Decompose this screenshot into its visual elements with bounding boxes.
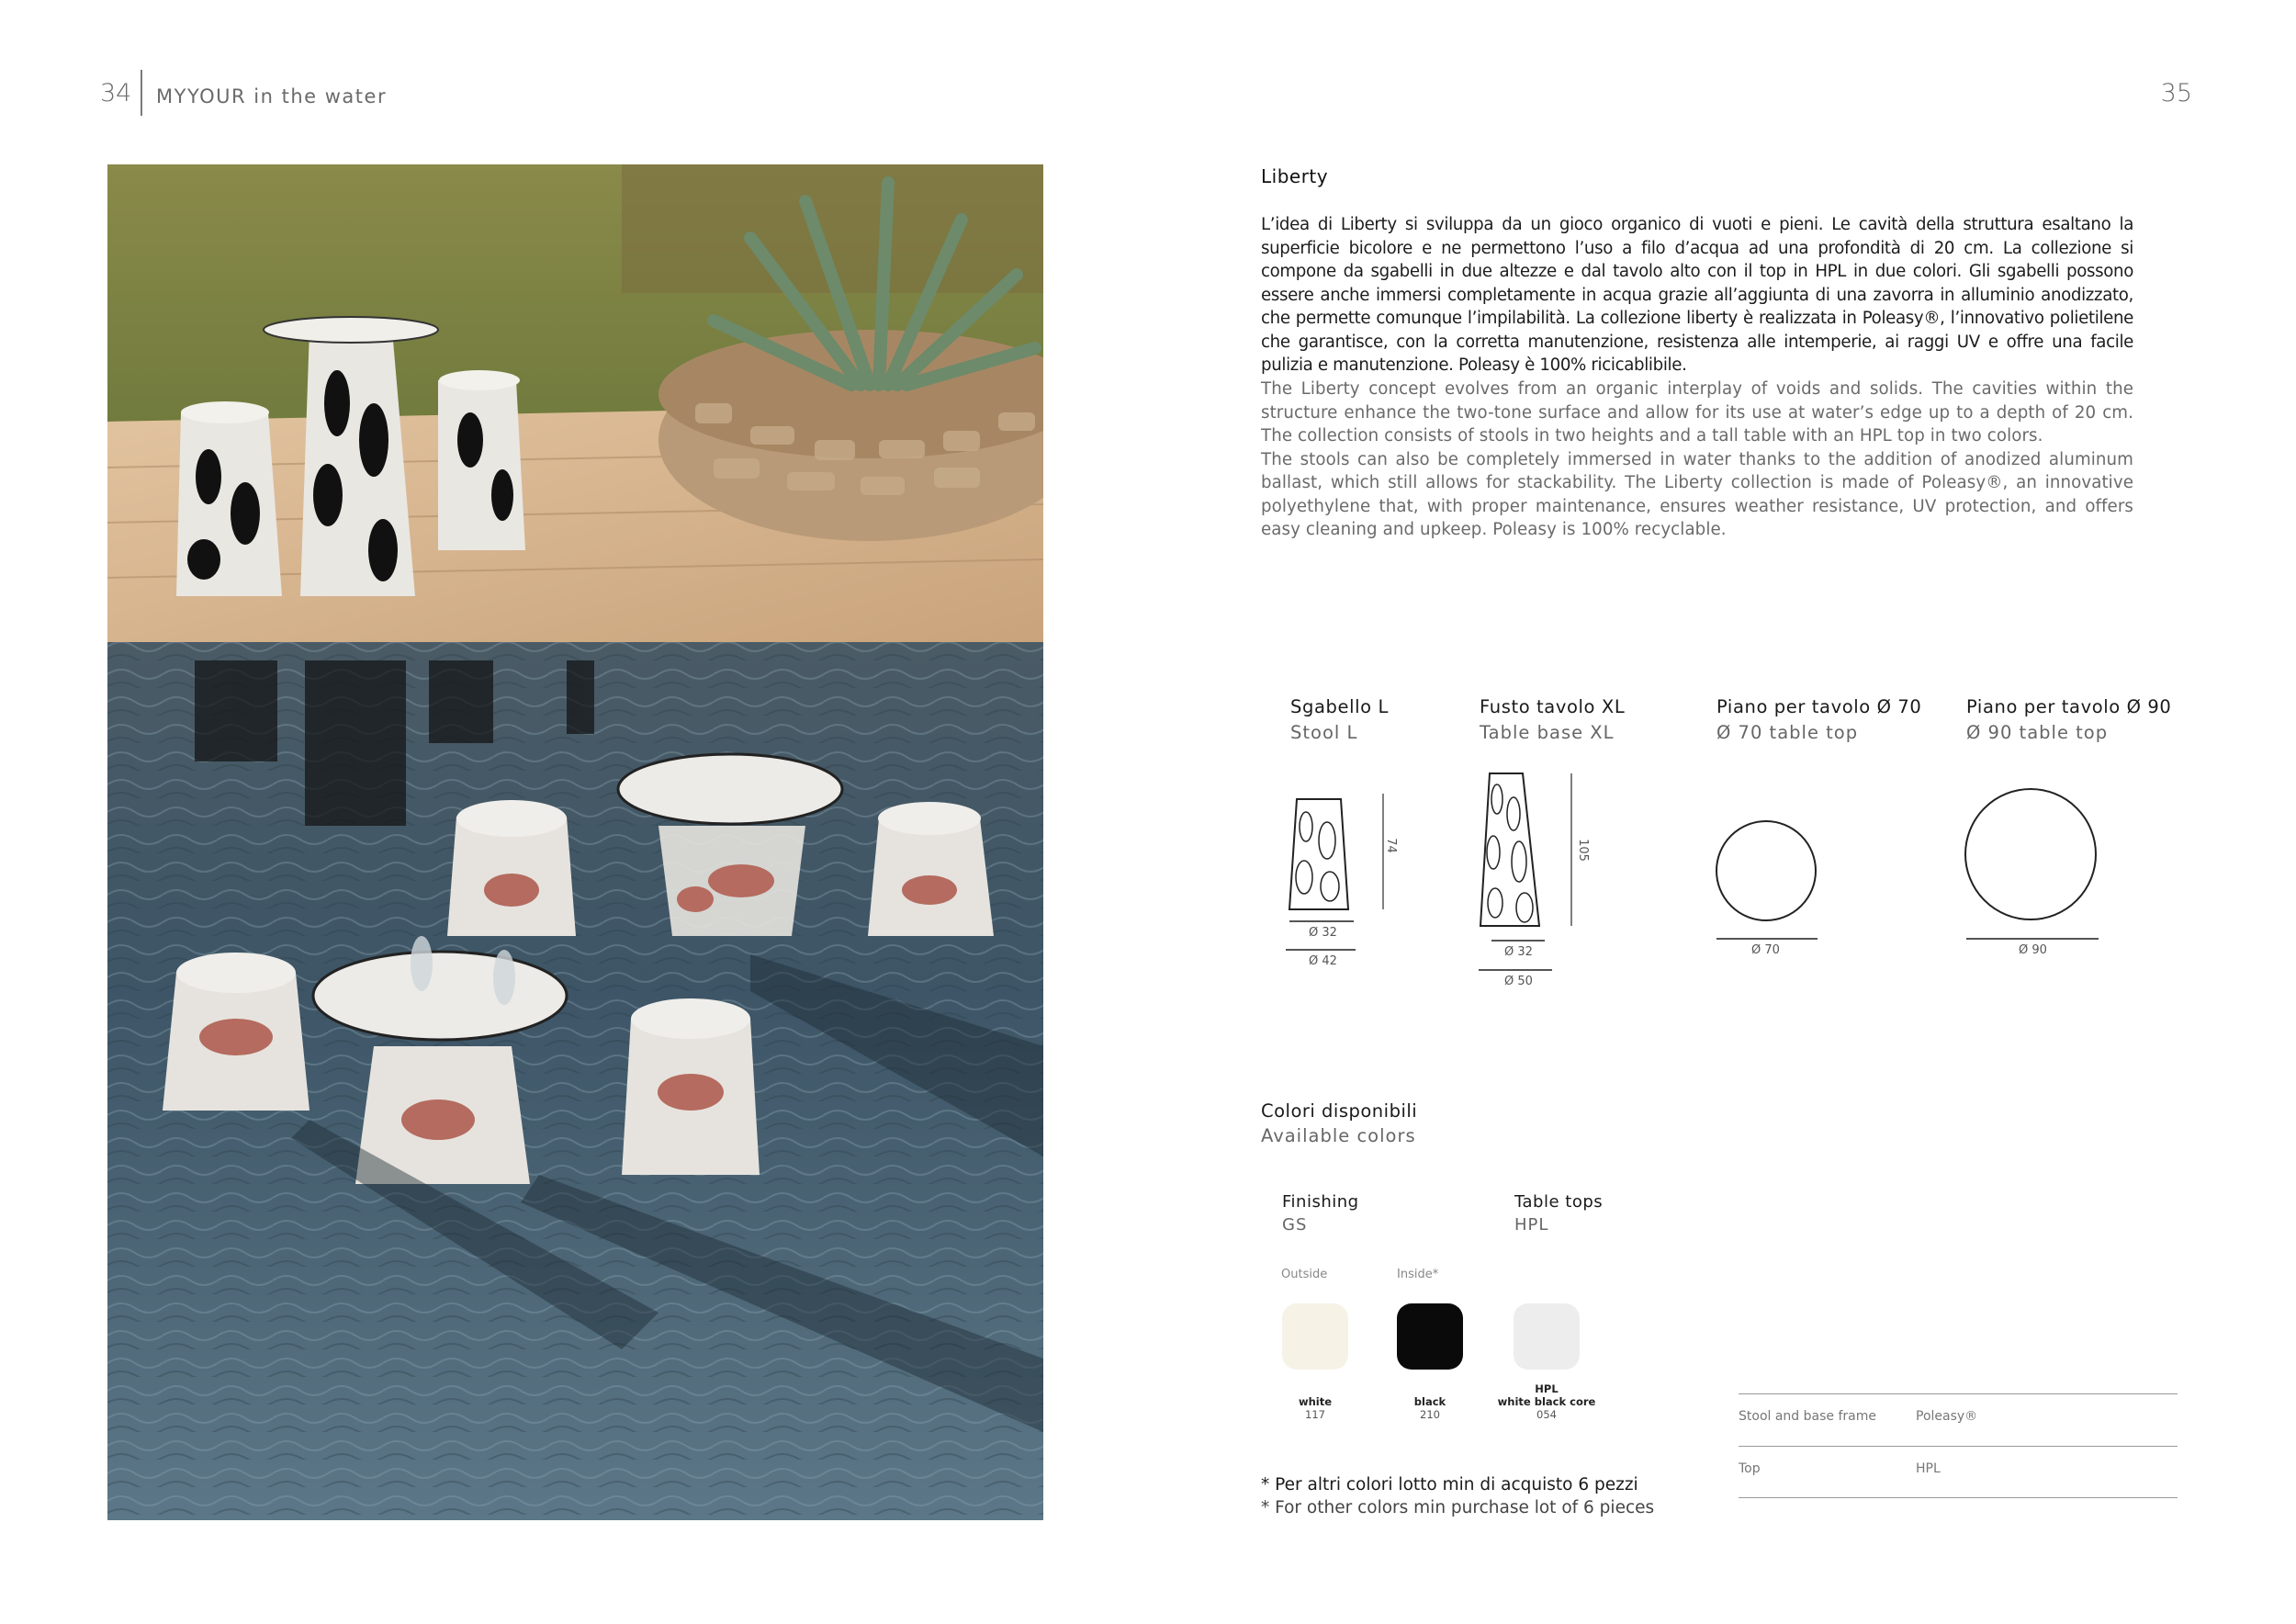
swatch-name: white: [1298, 1395, 1333, 1408]
spec-table-top-70: [1716, 696, 1921, 743]
product-photo: [107, 164, 1043, 1520]
top90-dim: Ø 90: [2019, 943, 2047, 957]
table-base-xl-drawing: [1477, 770, 1587, 935]
top90-dim-line: [1966, 938, 2099, 940]
note-it: * Per altri colori lotto min di acquisto 6 pezzi: [1261, 1475, 1638, 1494]
top70-dim: Ø 70: [1751, 943, 1780, 957]
material-part: Top: [1739, 1461, 1761, 1476]
swatch-name: black: [1413, 1395, 1446, 1408]
spec-subtitle: Ø 90 table top: [1966, 722, 2109, 743]
colors-title-en: Available colors: [1261, 1125, 1416, 1146]
section-title: MYYOUR in the water: [156, 85, 388, 107]
finishing-label: Finishing: [1282, 1192, 1359, 1212]
swatch-white-caption: [1255, 1395, 1375, 1421]
finishing-group: [1282, 1192, 1359, 1235]
swatch-white: [1282, 1303, 1348, 1370]
table-row: [1739, 1393, 2178, 1446]
colors-heading: [1261, 1100, 1417, 1146]
material-value: Poleasy®: [1916, 1409, 1978, 1424]
product-name: Liberty: [1261, 165, 1329, 187]
spec-table-top-90: [1966, 696, 2171, 743]
materials-table: [1739, 1393, 2178, 1498]
material-value: HPL: [1916, 1461, 1941, 1476]
outside-label: Outside: [1281, 1268, 1328, 1281]
swatch-hpl-white-black-core: [1514, 1303, 1580, 1370]
purchase-note: [1261, 1473, 1654, 1519]
swatch-code: 054: [1536, 1408, 1557, 1421]
spec-title: Piano per tavolo Ø 70: [1716, 696, 1922, 717]
description-english: [1261, 378, 2133, 542]
swatch-code: 210: [1420, 1408, 1440, 1421]
description-italian: [1261, 213, 2133, 378]
spec-stool-l: [1290, 696, 1389, 743]
swatch-name: white black core: [1497, 1395, 1596, 1408]
base-dim-bottom: Ø 50: [1504, 975, 1533, 988]
spec-title: Piano per tavolo Ø 90: [1966, 696, 2172, 717]
base-dim-line-top: [1491, 940, 1545, 942]
description-it-text: L’idea di Liberty si sviluppa da un gioco organico di vuoti e pieni. Le cavità della struttura esaltano la superficie bicolore e ne permettono l’uso a filo d’acqua ad una profondità di 20 cm. La collezione si compone da sgabelli in due altezze e dal tavolo alto con il top in HPL in due colori. Gli sgabelli possono essere anche immersi completamente in acqua grazie all’aggiunta di una zavorra in alluminio anodizzato, che permette comunque l’impilabilità. La collezione liberty è realizzata in Poleasy®, l’innovativo polietilene che garantisce, con la corretta manutenzione, resistenza alle intemperie, ai raggi UV e offre una facile pulizia e manutenzione. Poleasy è 100% ricicablibile.: [1261, 215, 2133, 375]
header-divider: [141, 70, 142, 116]
table-tops-value: HPL: [1514, 1215, 1549, 1235]
table-tops-group: [1514, 1192, 1603, 1235]
stool-dim-line-top: [1289, 920, 1354, 922]
finishing-value: GS: [1282, 1215, 1308, 1235]
inside-label: Inside*: [1397, 1268, 1439, 1281]
base-dim-top: Ø 32: [1504, 945, 1533, 959]
base-dim-line-bottom: [1479, 969, 1552, 971]
description-en-text-2: The stools can also be completely immersed in water thanks to the addition of anodized aluminum ballast, which still allows for stackability. The Liberty collection is made of Poleasy®, an innovative polyethylene that, with proper maintenance, ensures weather resistance, UV protection, and offers easy cleaning and upkeep. Poleasy is 100% recyclable.: [1261, 449, 2133, 539]
spec-subtitle: Ø 70 table top: [1716, 722, 1859, 743]
stool-l-drawing: [1286, 790, 1396, 919]
material-part: Stool and base frame: [1739, 1409, 1876, 1424]
left-page-number: 34: [100, 79, 132, 107]
right-page-number: 35: [2160, 79, 2192, 107]
description-en-text-1: The Liberty concept evolves from an organic interplay of voids and solids. The cavities within the structure enhance the two-tone surface and allow for its use at water’s edge up to a depth of 20 cm. The collection consists of stools in two heights and a tall table with an HPL top in two colors.: [1261, 379, 2133, 445]
note-en: * For other colors min purchase lot of 6 pieces: [1261, 1498, 1655, 1517]
spec-title: Fusto tavolo XL: [1480, 696, 1626, 717]
swatch-black-caption: [1370, 1395, 1490, 1421]
table-base-height-label: 105: [1575, 839, 1590, 862]
stool-dim-line-bottom: [1286, 949, 1356, 951]
stool-height-label: 74: [1383, 838, 1398, 853]
spec-title: Sgabello L: [1290, 696, 1389, 717]
colors-title-it: Colori disponibili: [1261, 1100, 1418, 1122]
stool-dim-bottom: Ø 42: [1309, 954, 1337, 968]
swatch-code: 117: [1305, 1408, 1325, 1421]
table-top-70-drawing: [1714, 820, 1818, 925]
swatch-black: [1397, 1303, 1463, 1370]
table-tops-label: Table tops: [1514, 1192, 1604, 1212]
spec-table-base-xl: [1480, 696, 1625, 743]
swatch-prefix: HPL: [1535, 1382, 1559, 1395]
top70-dim-line: [1716, 938, 1818, 940]
swatch-hpl-caption: [1487, 1382, 1606, 1421]
table-top-90-drawing: [1964, 786, 2098, 922]
stool-dim-top: Ø 32: [1309, 926, 1337, 940]
table-row: [1739, 1446, 2178, 1498]
spec-subtitle: Stool L: [1290, 722, 1358, 743]
spec-subtitle: Table base XL: [1480, 722, 1615, 743]
